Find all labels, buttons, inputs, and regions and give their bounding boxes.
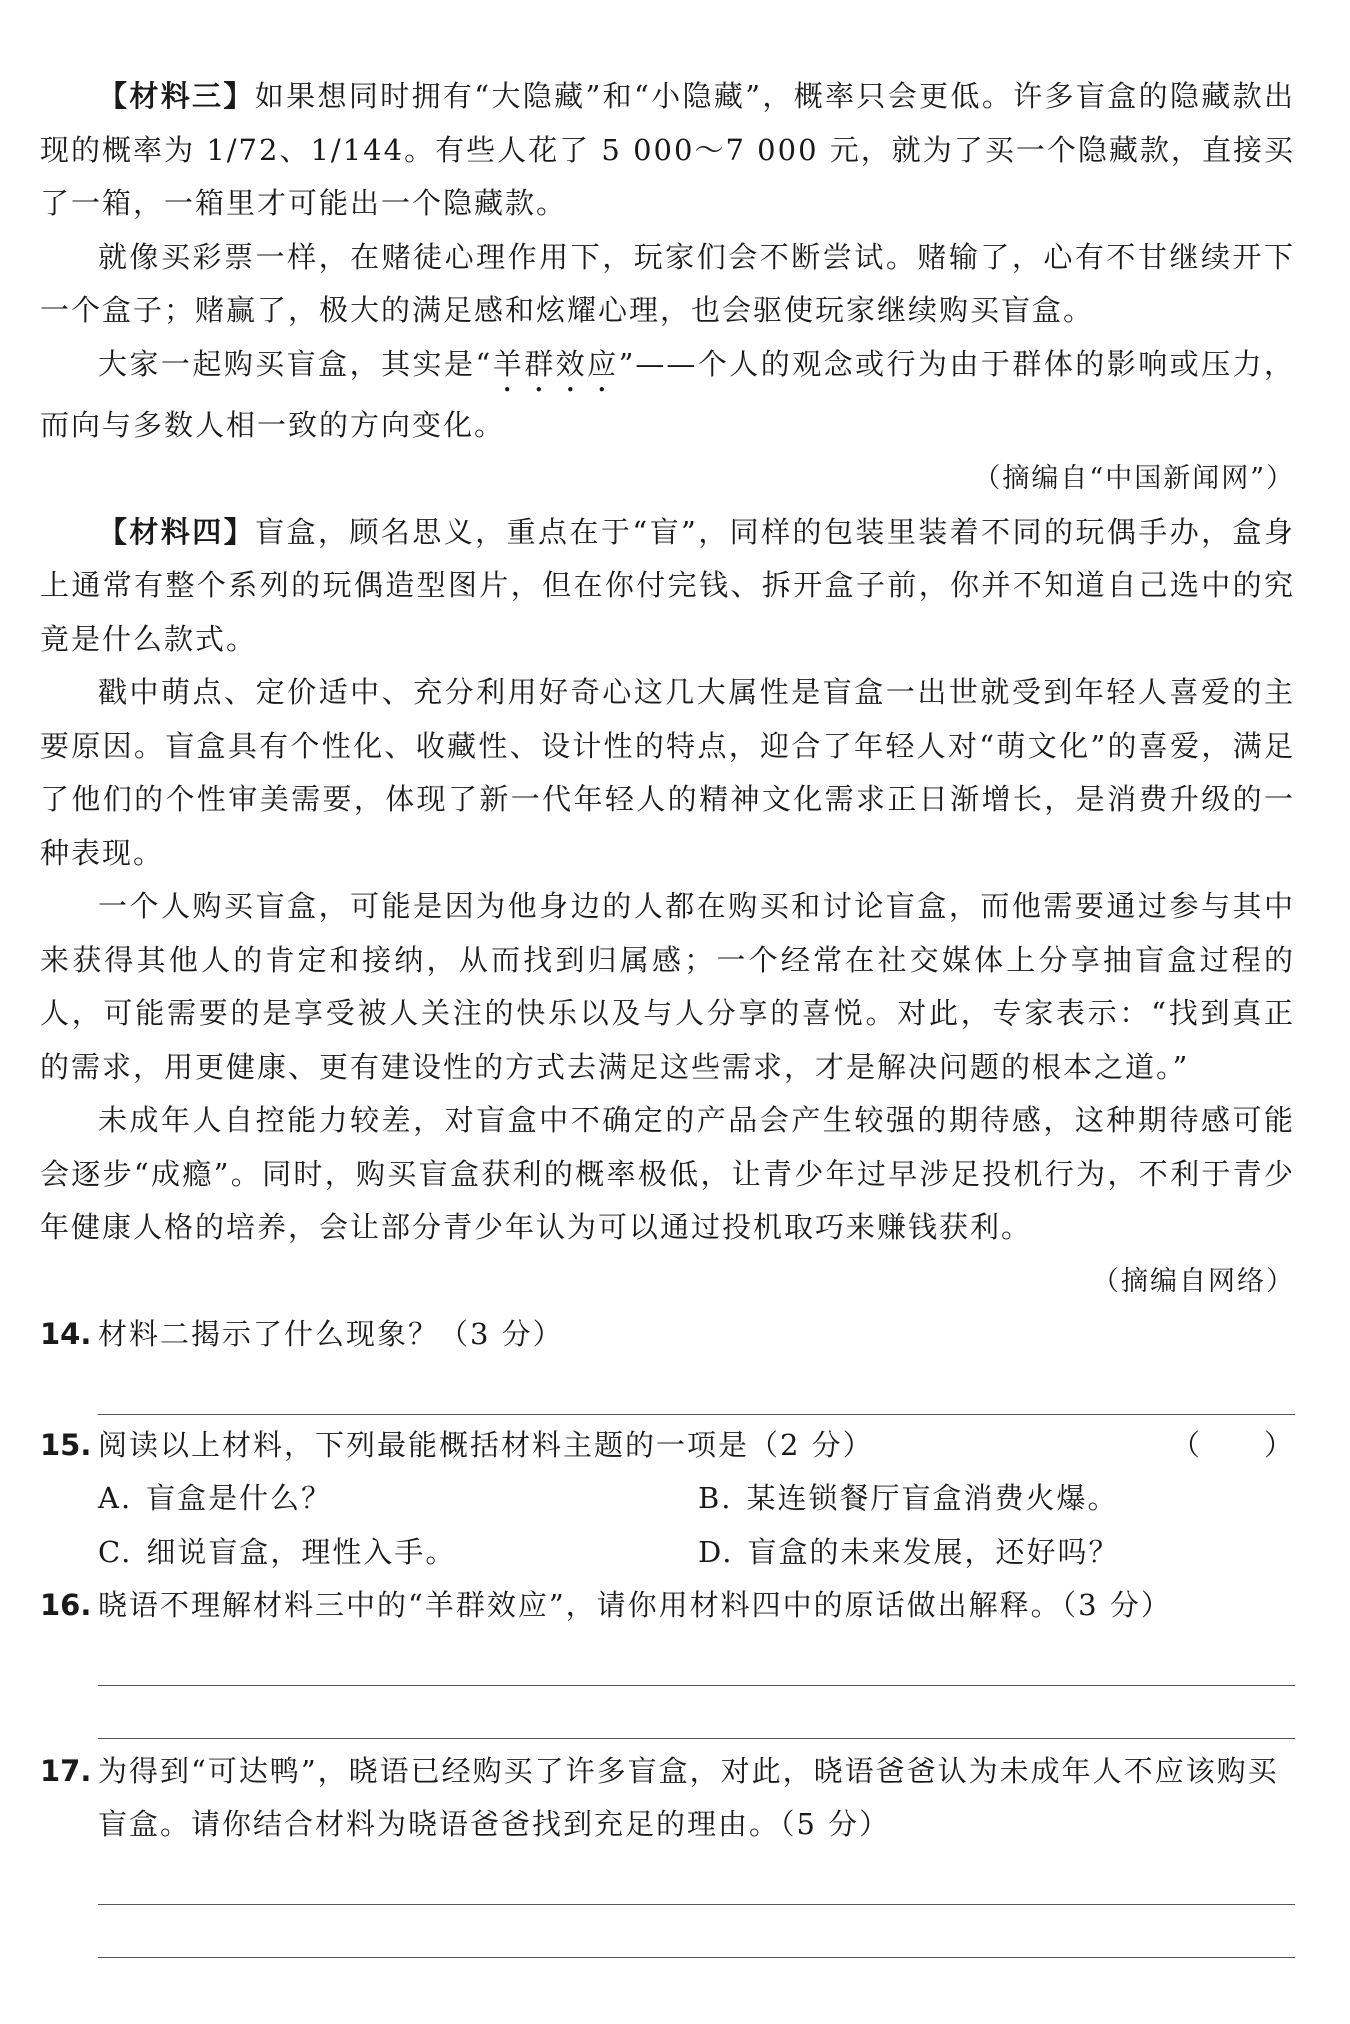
material-three-text-3b: ”——个人的观念或行为由于群体的影响或压力，而向与多数人相一致的方向变化。 [40,346,1296,442]
question-14 [40,1308,1295,1415]
option-c-text: 细说盲盒，理性入手。 [146,1534,457,1569]
question-15-answer-bracket[interactable]: （ ） [1170,1427,1295,1462]
question-15-number: 15. [40,1427,92,1462]
worksheet-page [40,70,1295,1958]
question-14-text: 材料二揭示了什么现象？（3 分） [98,1317,564,1351]
question-17-answer-line-2[interactable] [98,1905,1295,1958]
material-four-source: （摘编自网络） [1092,1265,1295,1297]
question-15-stem [40,1419,1295,1473]
question-15-text: 阅读以上材料，下列最能概括材料主题的一项是（2 分） [98,1427,874,1462]
material-three-label: 【材料三】 [98,79,255,113]
question-17 [40,1745,1295,1958]
option-b[interactable] [698,1472,1298,1526]
material-four-text-1: 盲盒，顾名思义，重点在于“盲”，同样的包装里装着不同的玩偶手办，盒身上通常有整个系列的玩偶造型图片，但在你付完钱、拆开盒子前，你并不知道自己选中的究竟是什么款式。 [40,514,1295,656]
question-16-answer-line-2[interactable] [98,1686,1295,1739]
option-a-text: 盲盒是什么？ [146,1481,333,1515]
question-16-stem [40,1579,1295,1633]
material-three-paragraph-1 [40,70,1295,231]
question-17-text-continued: 盲盒。请你结合材料为晓语爸爸找到充足的理由。（5 分） [98,1807,891,1841]
material-three-paragraph-3 [40,338,1295,453]
question-15 [40,1419,1295,1580]
material-three [40,70,1295,506]
question-17-number: 17. [40,1753,92,1788]
option-c-letter: C. [98,1534,133,1569]
option-a[interactable] [98,1472,698,1526]
option-c[interactable] [98,1526,698,1580]
material-four-paragraph-1 [40,506,1295,667]
material-four-paragraph-4: 未成年人自控能力较差，对盲盒中不确定的产品会产生较强的期待感，这种期待感可能会逐步“成瘾”。同时，购买盲盒获利的概率极低，让青少年过早涉足投机行为，不利于青少年健康人格的培养，会让部分青少年认为可以通过投机取巧来赚钱获利。 [40,1103,1295,1244]
question-16 [40,1579,1295,1739]
question-16-text: 晓语不理解材料三中的“羊群效应”，请你用材料四中的原话做出解释。（3 分） [98,1588,1172,1622]
emphasized-term-herd-effect: 羊群效应 [492,346,619,381]
material-four [40,506,1295,1309]
question-14-answer-line[interactable] [98,1362,1295,1415]
material-four-paragraph-3: 一个人购买盲盒，可能是因为他身边的人都在购买和讨论盲盒，而他需要通过参与其中来获得其他人的肯定和接纳，从而找到归属感；一个经常在社交媒体上分享抽盲盒过程的人，可能需要的是享受被人关注的快乐以及与人分享的喜悦。对此，专家表示：“找到真正的需求，用更健康、更有建设性的方式去满足这些需求，才是解决问题的根本之道。” [40,889,1295,1084]
question-17-stem [40,1745,1295,1799]
option-d-letter: D. [698,1534,734,1569]
question-16-answer-line-1[interactable] [98,1633,1295,1686]
material-three-text-1: 如果想同时拥有“大隐藏”和“小隐藏”，概率只会更低。许多盲盒的隐藏款出现的概率为 1/72、1/144。有些人花了 5 000～7 000 元，就为了买一个隐藏款，直接买了一箱，一箱里才可能出一个隐藏款。 [40,79,1295,220]
question-15-options [98,1472,1295,1579]
option-d-text: 盲盒的未来发展，还好吗？ [747,1534,1120,1569]
question-17-text: 为得到“可达鸭”，晓语已经购买了许多盲盒，对此，晓语爸爸认为未成年人不应该购买 [98,1753,1279,1788]
question-14-number: 14. [40,1317,92,1351]
option-b-text: 某连锁餐厅盲盒消费火爆。 [746,1481,1119,1515]
question-17-answer-line-1[interactable] [98,1852,1295,1905]
question-14-stem [40,1308,1295,1362]
question-16-number: 16. [40,1588,92,1622]
material-three-text-3a: 大家一起购买盲盒，其实是“ [98,346,493,381]
option-b-letter: B. [698,1481,733,1515]
material-four-label: 【材料四】 [98,514,256,549]
material-three-paragraph-2: 就像买彩票一样，在赌徒心理作用下，玩家们会不断尝试。赌输了，心有不甘继续开下一个盒子；赌赢了，极大的满足感和炫耀心理，也会驱使玩家继续购买盲盒。 [40,239,1295,327]
option-a-letter: A. [98,1481,133,1515]
option-d[interactable] [698,1526,1298,1580]
material-four-paragraph-2: 戳中萌点、定价适中、充分利用好奇心这几大属性是盲盒一出世就受到年轻人喜爱的主要原因。盲盒具有个性化、收藏性、设计性的特点，迎合了年轻人对“萌文化”的喜爱，满足了他们的个性审美需要，体现了新一代年轻人的精神文化需求正日渐增长，是消费升级的一种表现。 [40,675,1295,870]
material-three-source: （摘编自“中国新闻网”） [973,463,1295,494]
